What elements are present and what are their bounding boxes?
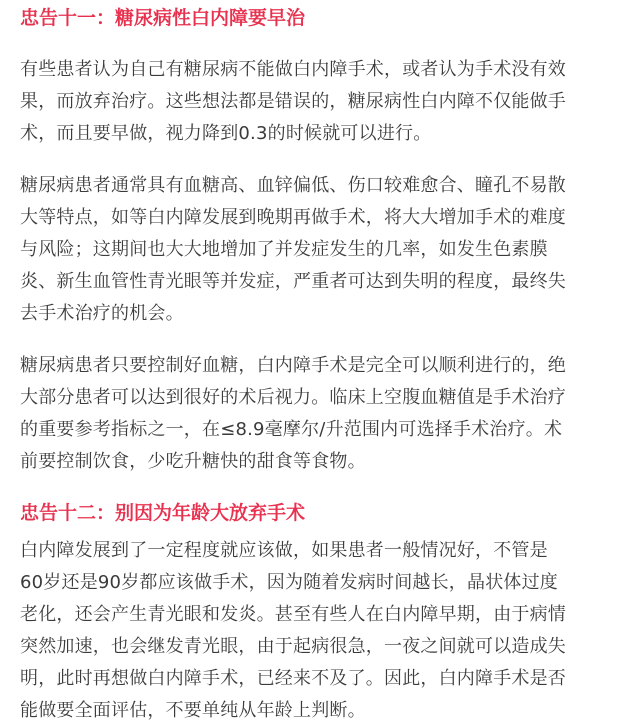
paragraph-line: 大部分患者可以达到很好的术后视力。临床上空腹血糖值是手术治疗: [20, 387, 566, 408]
paragraph-line: 能做要全面评估，不要单纯从年龄上判断。: [20, 700, 366, 721]
paragraph-line: 炎、新生血管性青光眼等并发症，严重者可达到失明的程度，最终失: [20, 271, 566, 292]
paragraph-line: 老化，还会产生青光眼和发炎。甚至有些人在白内障早期，由于病情: [20, 604, 566, 625]
paragraph-line: 与风险；这期间也大大地增加了并发症发生的几率，如发生色素膜: [20, 239, 548, 260]
paragraph-3: [20, 350, 624, 478]
paragraph-line: 大等特点，如等白内障发展到晚期再做手术，将大大增加手术的难度: [20, 207, 566, 228]
section-heading-advice-11: 忠告十一：糖尿病性白内障要早治: [20, 7, 306, 29]
paragraph-line: 有些患者认为自己有糖尿病不能做白内障手术，或者认为手术没有效: [20, 59, 566, 80]
paragraph-line: 糖尿病患者通常具有血糖高、血锌偏低、伤口较难愈合、瞳孔不易散: [20, 175, 566, 196]
paragraph-line: 果，而放弃治疗。这些想法都是错误的，糖尿病性白内障不仅能做手: [20, 91, 566, 112]
paragraph-line: 明，此时再想做白内障手术，已经来不及了。因此，白内障手术是否: [20, 668, 566, 689]
paragraph-line: 前要控制饮食，少吃升糖快的甜食等食物。: [20, 451, 366, 472]
paragraph-line: 术，而且要早做，视力降到0.3的时候就可以进行。: [20, 123, 432, 144]
paragraph-1: [20, 54, 624, 150]
paragraph-2: [20, 170, 624, 330]
paragraph-4: [20, 535, 624, 727]
paragraph-line: 糖尿病患者只要控制好血糖，白内障手术是完全可以顺利进行的，绝: [20, 355, 566, 376]
paragraph-line: 白内障发展到了一定程度就应该做，如果患者一般情况好，不管是: [20, 540, 548, 561]
paragraph-line: 去手术治疗的机会。: [20, 303, 184, 324]
paragraph-line: 60岁还是90岁都应该做手术，因为随着发病时间越长，晶状体过度: [20, 572, 559, 593]
paragraph-line: 的重要参考指标之一，在≤8.9毫摩尔/升范围内可选择手术治疗。术: [20, 419, 563, 440]
section-heading-advice-12: 忠告十二：别因为年龄大放弃手术: [20, 502, 306, 524]
paragraph-line: 突然加速，也会继发青光眼，由于起病很急，一夜之间就可以造成失: [20, 636, 566, 657]
